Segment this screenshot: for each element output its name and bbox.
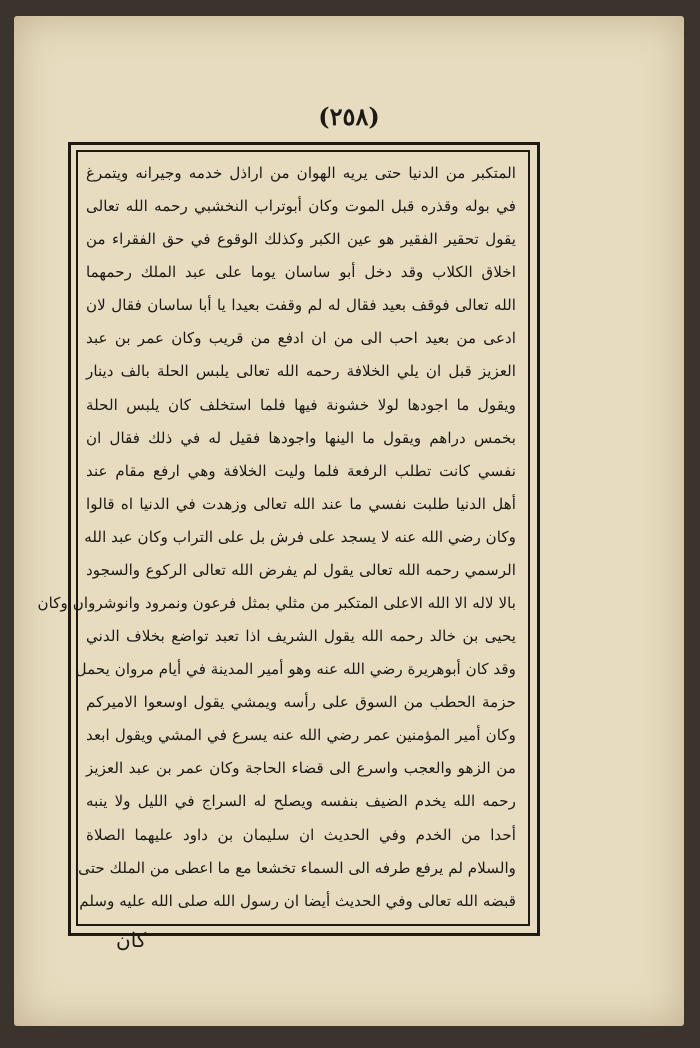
- page-number: (٢٥٨): [318, 102, 380, 131]
- text-line: يقول تحقير الفقير هو عين الكبر وكذلك الوقوع في حق الفقراء من: [86, 230, 516, 249]
- text-line: العزيز قبل ان يلي الخلافة رحمه الله تعالى يلبس الحلة بالف دينار: [86, 362, 516, 381]
- text-line: بخمس دراهم ويقول ما الينها واجودها فقيل له في ذلك فقال ان: [86, 428, 516, 447]
- text-line: حزمة الحطب من السوق على رأسه ويمشي يقول اوسعوا الاميركم: [86, 693, 516, 712]
- text-line: بالا لاله الا الله الاعلى المتكبر من مثلي بمثل فرعون ونمرود وانوشروان وكان: [37, 594, 516, 613]
- text-line: يحيى بن خالد رحمه الله يقول الشريف اذا تعبد تواضع بخلاف الدني: [86, 627, 516, 646]
- text-line: من الزهو والعجب واسرع الى قضاء الحاجة وكان عمر بن عبد العزيز: [86, 759, 516, 778]
- text-line: ويقول ما اجودها لولا خشونة فيها فلما استخلف كان يلبس الحلة: [86, 395, 516, 414]
- text-line: قبضه الله تعالى وفي الحديث أيضا ان رسول الله صلى الله عليه وسلم: [79, 891, 516, 910]
- text-line: والسلام لم يرفع طرفه الى السماء تخشعا مع ما اعطى من الملك حتى: [78, 858, 516, 877]
- text-line: وكان رضي الله عنه لا يسجد على فرش بل على التراب وكان عبد الله: [84, 527, 516, 546]
- text-line: الله تعالى فوقف بعيد فقال له لم وقفت بعيدا يا أبا ساسان فقال لان: [86, 296, 516, 315]
- text-line: في بوله وقذره قبل الموت وكان أبوتراب النخشبي رحمه الله تعالى: [86, 197, 516, 216]
- text-block: [37, 160, 516, 914]
- catchword: كان: [116, 928, 147, 952]
- text-line: أهل الدنيا طلبت نفسي ما عند الله تعالى وزهدت في الدنيا اه قالوا: [86, 494, 516, 513]
- text-line: ادعى من بعيد احب الى من ان ادفع من قريب وكان عمر بن عبد: [86, 329, 516, 348]
- text-line: اخلاق الكلاب وقد دخل أبو ساسان يوما على عبد الملك رحمهما: [86, 263, 516, 282]
- text-line: رحمه الله يخدم الضيف بنفسه ويصلح له السراج في الليل ولا ينبه: [86, 792, 516, 811]
- text-line: وقد كان أبوهريرة رضي الله عنه وهو أمير المدينة في أيام مروان يحمل: [75, 660, 516, 679]
- text-line: نفسي كانت تطلب الرفعة فلما وليت الخلافة وهي ارفع مقام عند: [86, 461, 516, 480]
- text-line: أحدا من الخدم وفي الحديث ان سليمان بن داود عليهما الصلاة: [86, 825, 516, 844]
- text-line: المتكبر من الدنيا حتى يريه الهوان من اراذل خدمه وجيرانه ويتمرغ: [86, 164, 516, 182]
- text-line: الرسمي رحمه الله تعالى يقول لم يفرض الله تعالى الركوع والسجود: [86, 560, 516, 579]
- text-line: وكان أمير المؤمنين عمر رضي الله عنه يسرع في المشي ويقول ابعد: [86, 726, 516, 745]
- book-page: [14, 16, 684, 1026]
